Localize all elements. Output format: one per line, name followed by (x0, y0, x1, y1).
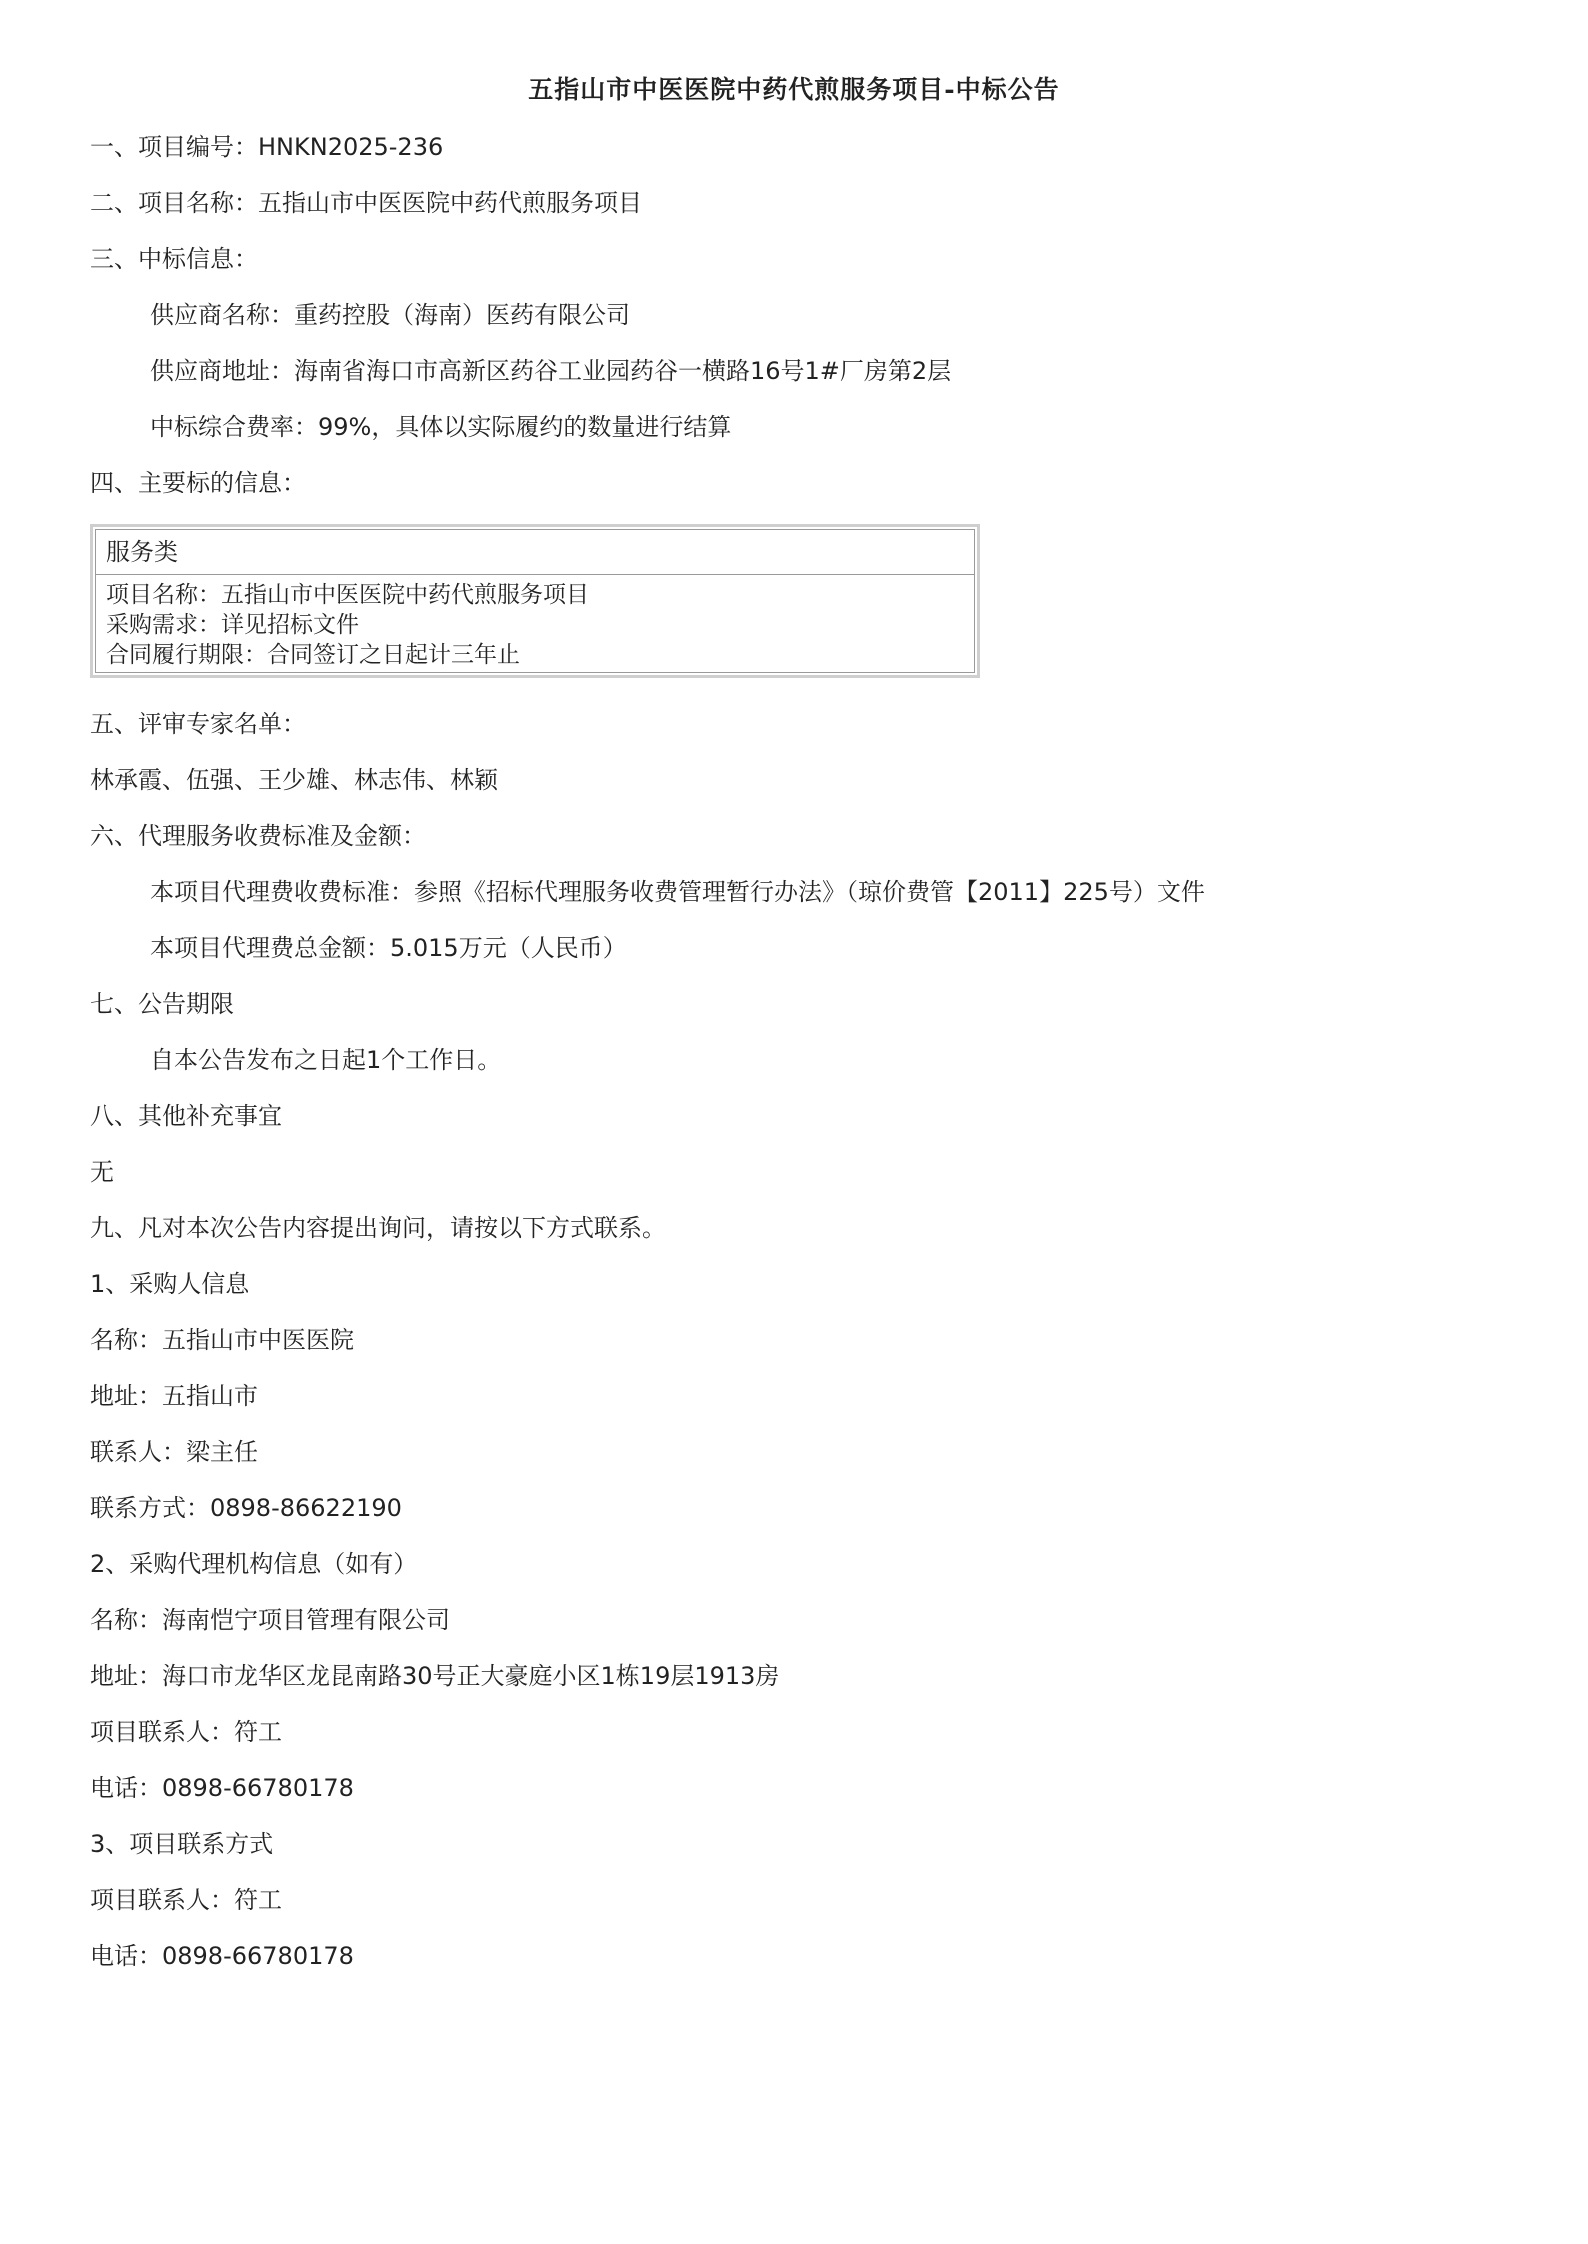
period-heading: 七、公告期限 (90, 990, 234, 1018)
other-text: 无 (90, 1158, 114, 1186)
agency-name: 名称：海南恺宁项目管理有限公司 (90, 1606, 450, 1634)
subject-table-frame (95, 529, 975, 673)
subject-row-project-name: 项目名称：五指山市中医医院中药代煎服务项目 (106, 582, 589, 608)
award-info-heading: 三、中标信息： (90, 245, 258, 273)
document-title: 五指山市中医医院中药代煎服务项目-中标公告 (528, 75, 1060, 104)
purchaser-contact: 联系人：梁主任 (90, 1438, 258, 1466)
experts-list: 林承霞、伍强、王少雄、林志伟、林颖 (90, 766, 498, 794)
subject-row-contract-term: 合同履行期限：合同签订之日起计三年止 (106, 642, 520, 668)
award-rate: 中标综合费率：99%，具体以实际履约的数量进行结算 (150, 413, 732, 441)
purchaser-name: 名称：五指山市中医医院 (90, 1326, 354, 1354)
period-text: 自本公告发布之日起1个工作日。 (150, 1046, 502, 1074)
fee-heading: 六、代理服务收费标准及金额： (90, 822, 426, 850)
project-contact: 项目联系人：符工 (90, 1886, 282, 1914)
subject-table (90, 524, 980, 678)
agency-phone: 电话：0898-66780178 (90, 1774, 354, 1802)
other-heading: 八、其他补充事宜 (90, 1102, 282, 1130)
subject-table-body (106, 580, 964, 670)
fee-total: 本项目代理费总金额：5.015万元（人民币） (150, 934, 627, 962)
contact-heading: 九、凡对本次公告内容提出询问，请按以下方式联系。 (90, 1214, 666, 1242)
agency-contact: 项目联系人：符工 (90, 1718, 282, 1746)
project-name: 二、项目名称：五指山市中医医院中药代煎服务项目 (90, 189, 642, 217)
purchaser-heading: 1、采购人信息 (90, 1270, 250, 1298)
agency-address: 地址：海口市龙华区龙昆南路30号正大豪庭小区1栋19层1913房 (90, 1662, 780, 1690)
supplier-address: 供应商地址：海南省海口市高新区药谷工业园药谷一横路16号1#厂房第2层 (150, 357, 952, 385)
supplier-name: 供应商名称：重药控股（海南）医药有限公司 (150, 301, 630, 329)
experts-heading: 五、评审专家名单： (90, 710, 306, 738)
project-phone: 电话：0898-66780178 (90, 1942, 354, 1970)
purchaser-address: 地址：五指山市 (90, 1382, 258, 1410)
project-contact-heading: 3、项目联系方式 (90, 1830, 274, 1858)
fee-standard: 本项目代理费收费标准：参照《招标代理服务收费管理暂行办法》（琼价费管【2011】225号）文件 (150, 878, 1205, 906)
main-subject-heading: 四、主要标的信息： (90, 469, 306, 497)
agency-heading: 2、采购代理机构信息（如有） (90, 1550, 418, 1578)
purchaser-phone: 联系方式：0898-86622190 (90, 1494, 402, 1522)
subject-row-requirement: 采购需求：详见招标文件 (106, 612, 359, 638)
project-number: 一、项目编号：HNKN2025-236 (90, 133, 444, 161)
subject-table-header: 服务类 (96, 530, 974, 575)
